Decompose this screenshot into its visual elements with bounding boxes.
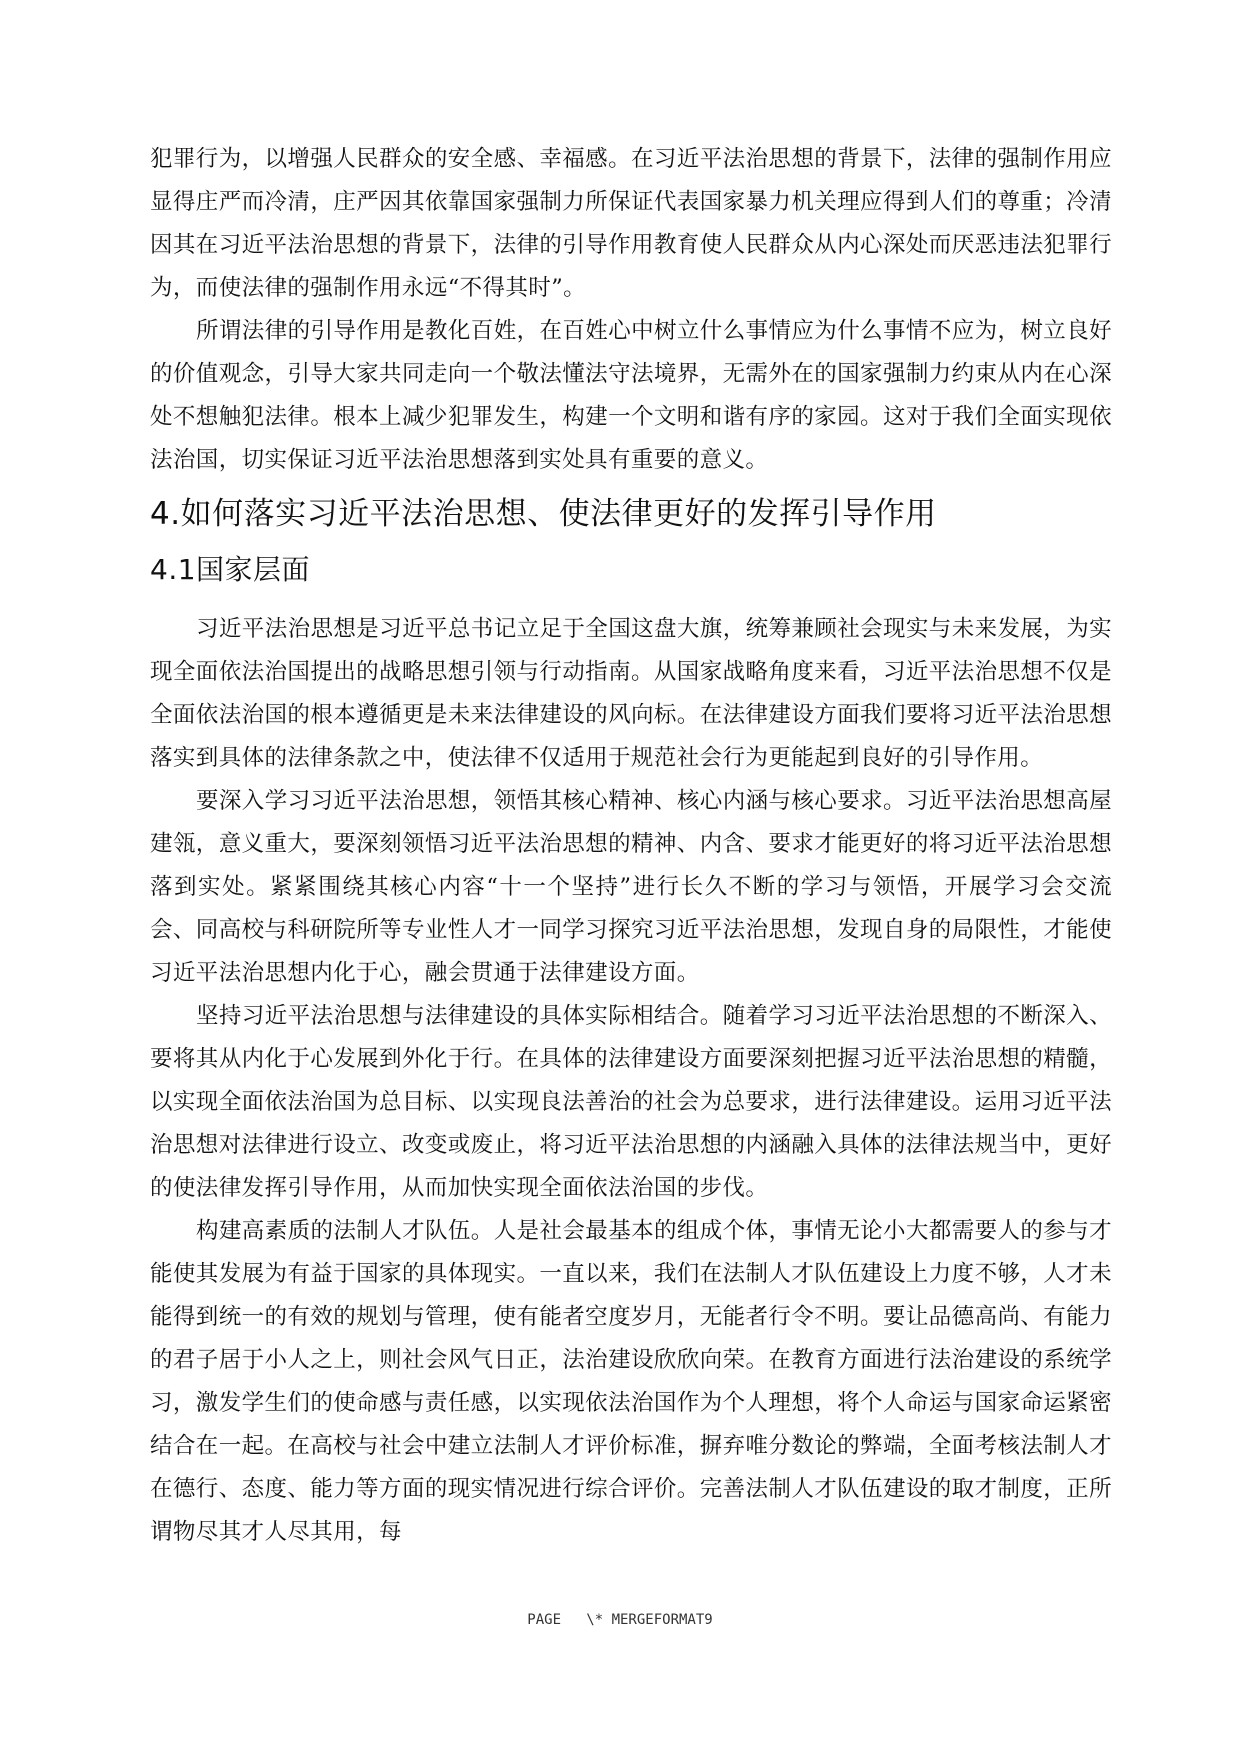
body-paragraph: 习近平法治思想是习近平总书记立足于全国这盘大旗，统筹兼顾社会现实与未来发展，为实现全面依法治国提出的战略思想引领与行动指南。从国家战略角度来看，习近平法治思想不仅是全面依法治国的根本遵循更是未来法律建设的风向标。在法律建设方面我们要将习近平法治思想落实到具体的法律条款之中，使法律不仅适用于规范社会行为更能起到良好的引导作用。 <box>150 616 1113 771</box>
body-paragraph: 坚持习近平法治思想与法律建设的具体实际相结合。随着学习习近平法治思想的不断深入、要将其从内化于心发展到外化于行。在具体的法律建设方面要深刻把握习近平法治思想的精髓，以实现全面依法治国为总目标、以实现良法善治的社会为总要求，进行法律建设。运用习近平法治思想对法律进行设立、改变或废止，将习近平法治思想的内涵融入具体的法律法规当中，更好的使法律发挥引导作用，从而加快实现全面依法治国的步伐。 <box>150 1003 1113 1201</box>
body-paragraph: 所谓法律的引导作用是教化百姓，在百姓心中树立什么事情应为什么事情不应为，树立良好的价值观念，引导大家共同走向一个敬法懂法守法境界，无需外在的国家强制力约束从内在心深处不想触犯法律。根本上减少犯罪发生，构建一个文明和谐有序的家园。这对于我们全面实现依法治国，切实保证习近平法治思想落到实处具有重要的意义。 <box>150 318 1113 473</box>
section-heading: 4.如何落实习近平法治思想、使法律更好的发挥引导作用 <box>150 496 937 532</box>
body-paragraph: 构建高素质的法制人才队伍。人是社会最基本的组成个体，事情无论小大都需要人的参与才能使其发展为有益于国家的具体现实。一直以来，我们在法制人才队伍建设上力度不够，人才未能得到统一的有效的规划与管理，使有能者空度岁月，无能者行令不明。要让品德高尚、有能力的君子居于小人之上，则社会风气日正，法治建设欣欣向荣。在教育方面进行法治建设的系统学习，激发学生们的使命感与责任感，以实现依法治国作为个人理想，将个人命运与国家命运紧密结合在一起。在高校与社会中建立法制人才评价标准，摒弃唯分数论的弊端，全面考核法制人才在德行、态度、能力等方面的现实情况进行综合评价。完善法制人才队伍建设的取才制度，正所谓物尽其才人尽其用，每 <box>150 1218 1113 1545</box>
body-paragraph: 犯罪行为，以增强人民群众的安全感、幸福感。在习近平法治思想的背景下，法律的强制作用应显得庄严而冷清，庄严因其依靠国家强制力所保证代表国家暴力机关理应得到人们的尊重；冷清因其在习近平法治思想的背景下，法律的引导作用教育使人民群众从内心深处而厌恶违法犯罪行为，而使法律的强制作用永远“不得其时”。 <box>150 146 1112 301</box>
body-paragraph: 要深入学习习近平法治思想，领悟其核心精神、核心内涵与核心要求。习近平法治思想高屋建瓴，意义重大，要深刻领悟习近平法治思想的精神、内含、要求才能更好的将习近平法治思想落到实处。紧紧围绕其核心内容“十一个坚持”进行长久不断的学习与领悟，开展学习会交流会、同高校与科研院所等专业性人才一同学习探究习近平法治思想，发现自身的局限性，才能使习近平法治思想内化于心，融会贯通于法律建设方面。 <box>150 788 1113 986</box>
page-footer-field: PAGE \* MERGEFORMAT9 <box>527 1612 713 1628</box>
subsection-heading: 4.1国家层面 <box>150 553 311 586</box>
document-page <box>150 138 1112 1554</box>
